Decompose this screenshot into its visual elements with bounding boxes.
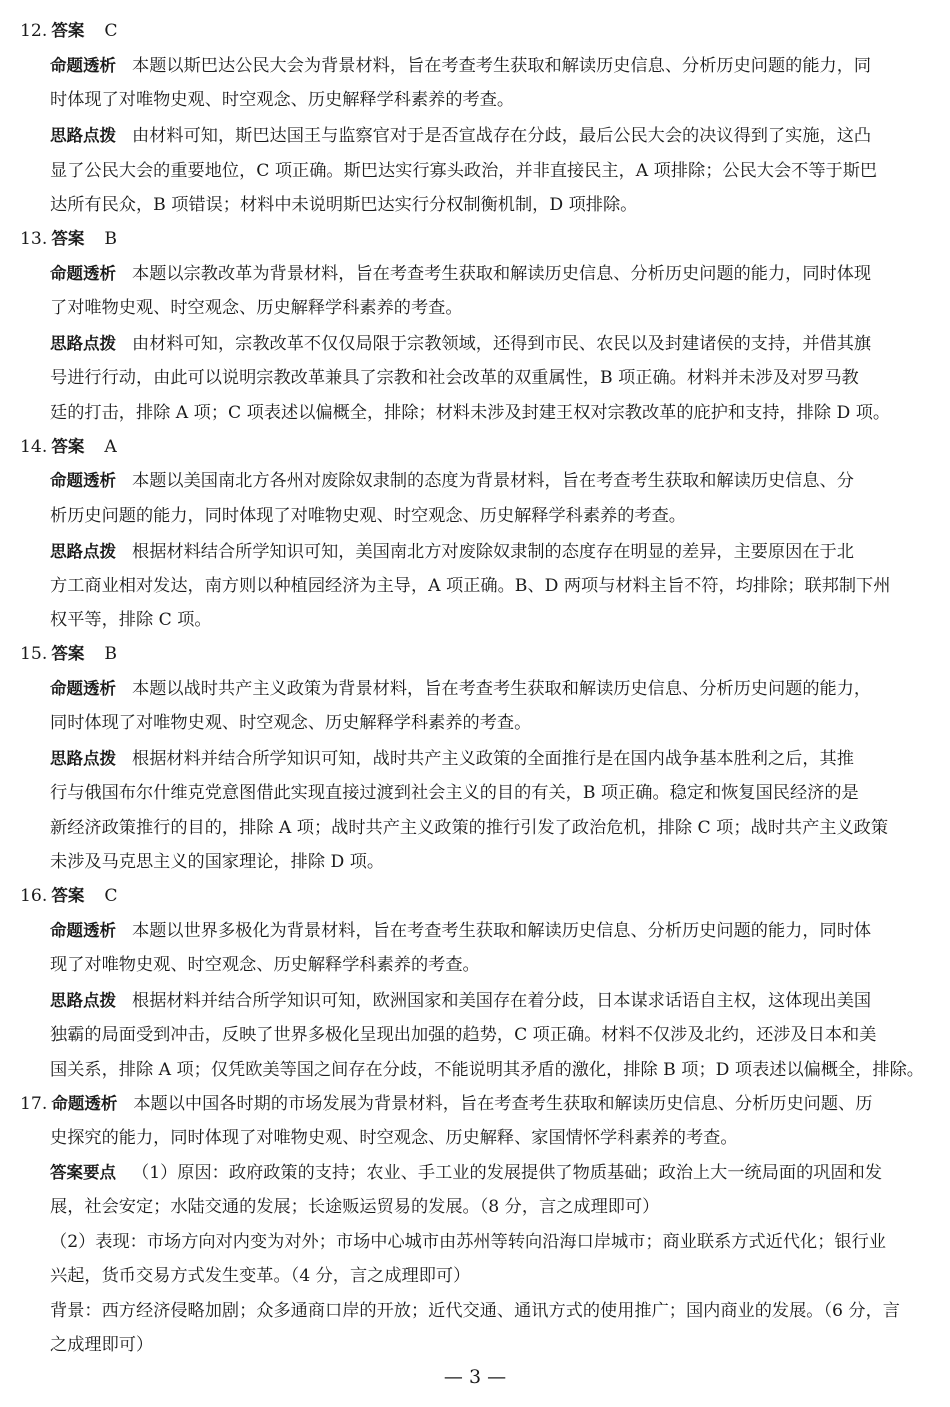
q12-analysis-line-1 — [50, 56, 930, 76]
q15-answer-line — [20, 644, 930, 664]
answer-label: 答案 — [51, 644, 85, 663]
q16-approach-line-1 — [50, 991, 930, 1011]
q17-part2-line-1: （2）表现：市场方向对内变为对外；市场中心城市由苏州等转向沿海口岸城市；商业联系方式近代化；银行业 — [50, 1232, 886, 1252]
q12-approach-line-1 — [50, 126, 930, 146]
q16-answer-line — [20, 886, 930, 906]
q14-analysis-line-2: 析历史问题的能力，同时体现了对唯物史观、时空观念、历史解释学科素养的考查。 — [50, 506, 686, 526]
question-number: 17. — [20, 1094, 48, 1114]
text: 本题以美国南北方各州对废除奴隶制的态度为背景材料，旨在考查考生获取和解读历史信息、分 — [132, 471, 854, 491]
q13-analysis-line-2: 了对唯物史观、时空观念、历史解释学科素养的考查。 — [50, 298, 463, 318]
q14-approach-line-2: 方工商业相对发达，南方则以种植园经济为主导，A 项正确。B、D 两项与材料主旨不符，均排除；联邦制下州 — [50, 576, 891, 596]
question-number: 13. — [20, 229, 48, 249]
q15-analysis-line-2: 同时体现了对唯物史观、时空观念、历史解释学科素养的考查。 — [50, 713, 532, 733]
approach-label: 思路点拨 — [50, 991, 116, 1010]
q13-approach-line-3: 廷的打击，排除 A 项；C 项表述以偏概全，排除；材料未涉及封建王权对宗教改革的庇护和支持，排除 D 项。 — [50, 403, 891, 423]
text: 根据材料并结合所学知识可知，战时共产主义政策的全面推行是在国内战争基本胜利之后，其推 — [132, 749, 854, 769]
q13-analysis-line-1 — [50, 264, 930, 284]
q16-analysis-line-1 — [50, 921, 930, 941]
q14-answer-line — [20, 437, 930, 457]
q17-part2-line-2: 兴起，货币交易方式发生变革。（4 分，言之成理即可） — [50, 1266, 471, 1286]
text: 根据材料并结合所学知识可知，欧洲国家和美国存在着分歧，日本谋求话语自主权，这体现出美国 — [132, 991, 872, 1011]
answer-label: 答案 — [51, 437, 85, 456]
q17-analysis-line-2: 史探究的能力，同时体现了对唯物史观、时空观念、历史解释、家国情怀学科素养的考查。 — [50, 1128, 738, 1148]
approach-label: 思路点拨 — [50, 334, 116, 353]
answer-value: C — [104, 886, 118, 906]
answer-value: A — [104, 437, 117, 457]
q14-approach-line-1 — [50, 542, 930, 562]
question-number: 16. — [20, 886, 48, 906]
answer-label: 答案 — [51, 21, 85, 40]
q13-answer-line — [20, 229, 930, 249]
q15-approach-line-3: 新经济政策推行的目的，排除 A 项；战时共产主义政策的推行引发了政治危机，排除 C 项；战时共产主义政策 — [50, 818, 889, 838]
question-number: 15. — [20, 644, 48, 664]
question-number: 12. — [20, 21, 48, 41]
text: 根据材料结合所学知识可知，美国南北方对废除奴隶制的态度存在明显的差异，主要原因在于北 — [132, 542, 854, 562]
analysis-label: 命题透析 — [50, 471, 116, 490]
analysis-label: 命题透析 — [51, 1094, 118, 1113]
answer-value: B — [104, 229, 117, 249]
q15-approach-line-4: 未涉及马克思主义的国家理论，排除 D 项。 — [50, 852, 385, 872]
analysis-label: 命题透析 — [50, 679, 116, 698]
text: 本题以宗教改革为背景材料，旨在考查考生获取和解读历史信息、分析历史问题的能力，同时体现 — [132, 264, 872, 284]
question-number: 14. — [20, 437, 48, 457]
analysis-label: 命题透析 — [50, 921, 116, 940]
q14-analysis-line-1 — [50, 471, 930, 491]
q17-key-points-line-2: 展，社会安定；水陆交通的发展；长途贩运贸易的发展。（8 分，言之成理即可） — [50, 1197, 660, 1217]
q12-answer-line — [20, 21, 930, 41]
page-number: — 3 — — [443, 1366, 507, 1388]
text: 由材料可知，斯巴达国王与监察官对于是否宣战存在分歧，最后公民大会的决议得到了实施，这凸 — [132, 126, 872, 146]
analysis-label: 命题透析 — [50, 56, 116, 75]
text: 本题以斯巴达公民大会为背景材料，旨在考查考生获取和解读历史信息、分析历史问题的能力，同 — [132, 56, 872, 76]
analysis-label: 命题透析 — [50, 264, 116, 283]
answer-value: B — [104, 644, 117, 664]
text: 本题以中国各时期的市场发展为背景材料，旨在考查考生获取和解读历史信息、分析历史问题、历 — [133, 1094, 873, 1114]
q17-analysis-line-1 — [20, 1094, 930, 1114]
q17-background-line-2: 之成理即可） — [50, 1335, 154, 1355]
approach-label: 思路点拨 — [50, 542, 116, 561]
approach-label: 思路点拨 — [50, 749, 116, 768]
q17-background-line-1: 背景：西方经济侵略加剧；众多通商口岸的开放；近代交通、通讯方式的使用推广；国内商业的发展。（6 分，言 — [50, 1301, 900, 1321]
q16-approach-line-3: 国关系，排除 A 项；仅凭欧美等国之间存在分歧，不能说明其矛盾的激化，排除 B 项；D 项表述以偏概全，排除。 — [50, 1060, 924, 1080]
q15-approach-line-2: 行与俄国布尔什维克党意图借此实现直接过渡到社会主义的目的有关，B 项正确。稳定和恢复国民经济的是 — [50, 783, 859, 803]
q15-approach-line-1 — [50, 749, 930, 769]
q16-analysis-line-2: 现了对唯物史观、时空观念、历史解释学科素养的考查。 — [50, 955, 480, 975]
text: 由材料可知，宗教改革不仅仅局限于宗教领域，还得到市民、农民以及封建诸侯的支持，并借其旗 — [132, 334, 872, 354]
answer-value: C — [104, 21, 118, 41]
q14-approach-line-3: 权平等，排除 C 项。 — [50, 610, 212, 630]
text: 本题以世界多极化为背景材料，旨在考查考生获取和解读历史信息、分析历史问题的能力，同时体 — [132, 921, 872, 941]
approach-label: 思路点拨 — [50, 126, 116, 145]
text: （1）原因：政府政策的支持；农业、手工业的发展提供了物质基础；政治上大一统局面的巩固和发 — [132, 1163, 883, 1183]
q12-analysis-line-2: 时体现了对唯物史观、时空观念、历史解释学科素养的考查。 — [50, 90, 515, 110]
key-points-label: 答案要点 — [50, 1163, 116, 1182]
q15-analysis-line-1 — [50, 679, 930, 699]
q12-approach-line-2: 显了公民大会的重要地位，C 项正确。斯巴达实行寡头政治，并非直接民主，A 项排除；公民大会不等于斯巴 — [50, 161, 878, 181]
answer-label: 答案 — [51, 886, 85, 905]
q12-approach-line-3: 达所有民众，B 项错误；材料中未说明斯巴达实行分权制衡机制，D 项排除。 — [50, 195, 638, 215]
q16-approach-line-2: 独霸的局面受到冲击，反映了世界多极化呈现出加强的趋势，C 项正确。材料不仅涉及北约，还涉及日本和美 — [50, 1025, 877, 1045]
answer-label: 答案 — [51, 229, 85, 248]
q13-approach-line-1 — [50, 334, 930, 354]
text: 本题以战时共产主义政策为背景材料，旨在考查考生获取和解读历史信息、分析历史问题的能力， — [132, 679, 872, 699]
q13-approach-line-2: 号进行行动，由此可以说明宗教改革兼具了宗教和社会改革的双重属性，B 项正确。材料并未涉及对罗马教 — [50, 368, 859, 388]
q17-key-points-line-1 — [50, 1163, 930, 1183]
